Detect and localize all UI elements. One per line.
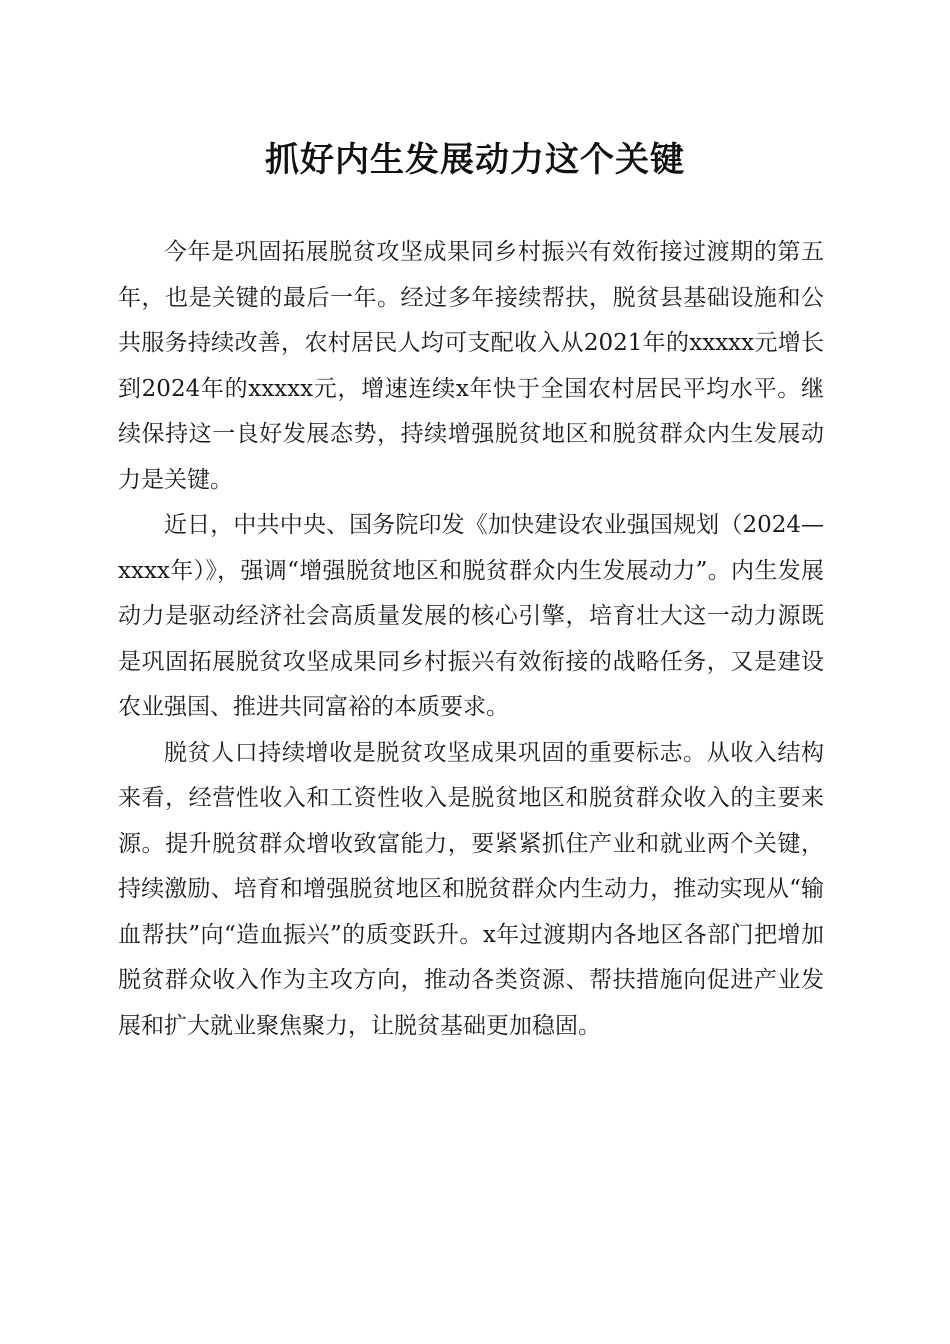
paragraph-2: 近日，中共中央、国务院印发《加快建设农业强国规划（2024—xxxx年）》，强调“增强脱贫地区和脱贫群众内生发展动力”。内生发展动力是驱动经济社会高质量发展的核心引擎，培育壮大这一动力源既是巩固拓展脱贫攻坚成果同乡村振兴有效衔接的战略任务，又是建设农业强国、推进共同富裕的本质要求。 (118, 512, 824, 720)
paragraph-1: 今年是巩固拓展脱贫攻坚成果同乡村振兴有效衔接过渡期的第五年，也是关键的最后一年。经过多年接续帮扶，脱贫县基础设施和公共服务持续改善，农村居民人均可支配收入从2021年的xxxxx元增长到2024年的xxxxx元，增速连续x年快于全国农村居民平均水平。继续保持这一良好发展态势，持续增强脱贫地区和脱贫群众内生发展动力是关键。 (118, 239, 824, 493)
paragraph-3: 脱贫人口持续增收是脱贫攻坚成果巩固的重要标志。从收入结构来看，经营性收入和工资性收入是脱贫地区和脱贫群众收入的主要来源。提升脱贫群众增收致富能力，要紧紧抓住产业和就业两个关键，持续激励、培育和增强脱贫地区和脱贫群众内生动力，推动实现从“输血帮扶”向“造血振兴”的质变跃升。x年过渡期内各地区各部门把增加脱贫群众收入作为主攻方向，推动各类资源、帮扶措施向促进产业发展和扩大就业聚焦聚力，让脱贫基础更加稳固。 (118, 739, 824, 1039)
document-body (118, 230, 824, 1049)
document-title: 抓好内生发展动力这个关键 (265, 140, 685, 180)
